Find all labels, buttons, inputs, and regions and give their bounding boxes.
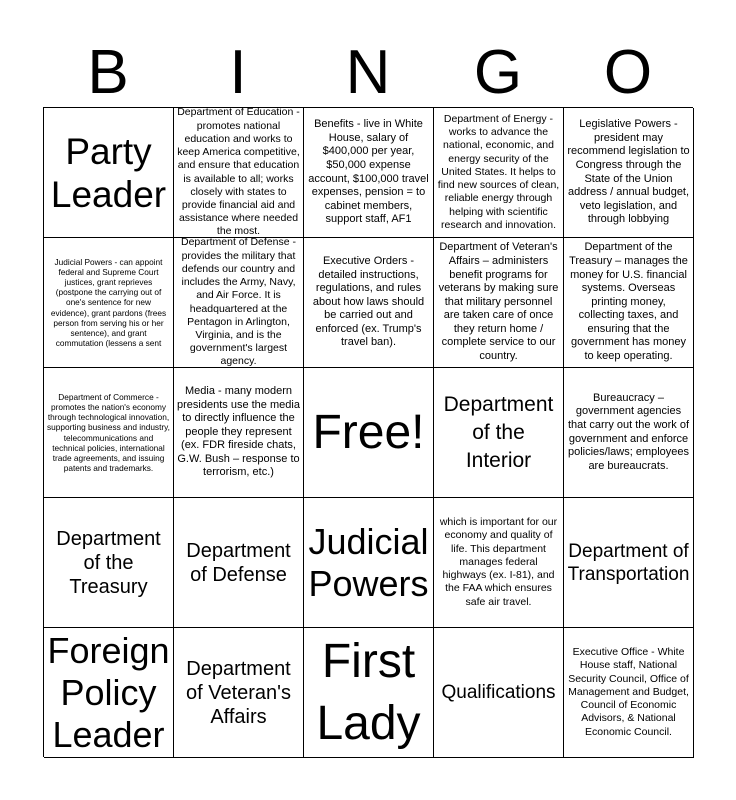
bingo-cell[interactable] [304,108,434,238]
cell-text: Department of Veteran's Affairs [186,657,291,728]
bingo-cell[interactable] [174,498,304,628]
bingo-cell[interactable] [304,498,434,628]
header-letter-n: N [345,38,391,107]
cell-text: Department of Defense [186,539,291,586]
bingo-cell[interactable] [434,498,564,628]
header-letter-b: B [87,38,129,107]
bingo-cell[interactable] [44,628,174,758]
cell-text: Benefits - live in White House, salary of $400,000 per year, $50,000 expense account, $100,000 travel expenses, pension = to cabinet members, support staff, AF1 [308,118,429,226]
cell-text: Party Leader [50,130,167,215]
cell-text: Legislative Powers - president may recommend legislation to Congress through the State of the Union address / annual budget, veto legislation, and through lobbying [567,118,690,226]
header-letter-g: G [473,38,523,107]
cell-text: Foreign Policy Leader [47,629,170,755]
cell-text: Judicial Powers - can appoint federal and Supreme Court justices, grant reprieves (postpone the carrying out of one's sentence for new evidence), grant pardons (frees person from serving his or her sentence), and grant commutation (lessens a sent [50,256,167,349]
cell-text: Executive Orders - detailed instructions, regulations, and rules about how laws should be carried out and enforced (ex. Trump's travel ban). [312,254,425,349]
cell-text: Bureaucracy – government agencies that carry out the work of government and enforce policies/laws; employees are bureaucrats. [567,391,690,472]
free-space-cell[interactable] [304,368,434,498]
bingo-cell[interactable] [564,368,694,498]
bingo-cell[interactable] [564,498,694,628]
bingo-cell[interactable] [174,368,304,498]
bingo-card-grid [43,107,693,757]
cell-text: First Lady [316,634,421,750]
cell-text: Executive Office - White House staff, National Security Council, Office of Management and Budget, Council of Economic Advisors, & National Economic Council. [568,646,689,738]
bingo-cell[interactable] [434,368,564,498]
bingo-cell[interactable] [174,238,304,368]
bingo-cell[interactable] [44,368,174,498]
bingo-cell[interactable] [434,238,564,368]
cell-text: Department of Transportation [567,540,690,585]
cell-text: which is important for our economy and quality of life. This department manages federal highways (ex. I-81), and the FAA which ensures safe air travel. [439,516,558,608]
bingo-cell[interactable] [304,628,434,758]
cell-text: Media - many modern presidents use the media to directly influence the people they represent (ex. FDR fireside chats, G.W. Bush – response to terrorism, etc.) [177,384,300,479]
bingo-cell[interactable] [434,108,564,238]
cell-text: Department of Defense - provides the military that defends our country and includes the Army, Navy, and Air Force. It is headquartered at the Pentagon in Arlington, Virginia, and is the government's largest agency. [181,238,296,368]
header-letter-o: O [603,38,653,107]
bingo-cell[interactable] [564,108,694,238]
cell-text: Department of the Treasury [56,527,161,598]
cell-text: Judicial Powers [308,520,429,604]
bingo-cell[interactable] [44,108,174,238]
cell-text: Department of the Interior [443,392,554,472]
cell-text: Department of the Treasury – manages the money for U.S. financial systems. Overseas printing money, collecting taxes, and ensuring that the government has money to keep operating. [569,241,688,363]
bingo-cell[interactable] [174,108,304,238]
bingo-cell[interactable] [564,628,694,758]
bingo-cell[interactable] [434,628,564,758]
bingo-cell[interactable] [44,238,174,368]
header-letter-i: I [229,38,247,107]
bingo-cell[interactable] [44,498,174,628]
bingo-cell[interactable] [564,238,694,368]
cell-text: Department of Energy - works to advance the national, economic, and energy security of the United States. It helps to find new sources of clean, reliable energy through helping with scientific research and innovation. [437,113,560,231]
cell-text: Department of Veteran's Affairs – administers benefit programs for veterans by making sure that military personnel are taken care of once they return home / complete service to our country. [438,241,559,363]
cell-text: Qualifications [441,682,556,703]
bingo-cell[interactable] [174,628,304,758]
bingo-cell[interactable] [304,238,434,368]
free-space-text: Free! [312,405,425,459]
bingo-header [43,38,693,108]
cell-text: Department of Commerce - promotes the nation's economy through technological innovation, supporting business and industry, telecommunications and technical policies, international trade agreements, and issuing patents and trademarks. [47,391,170,474]
cell-text: Department of Education -promotes national education and works to keep America competitive, and ensure that education is available to all; works closely with states to provide financial aid and assistance where needed the most. [177,108,300,238]
